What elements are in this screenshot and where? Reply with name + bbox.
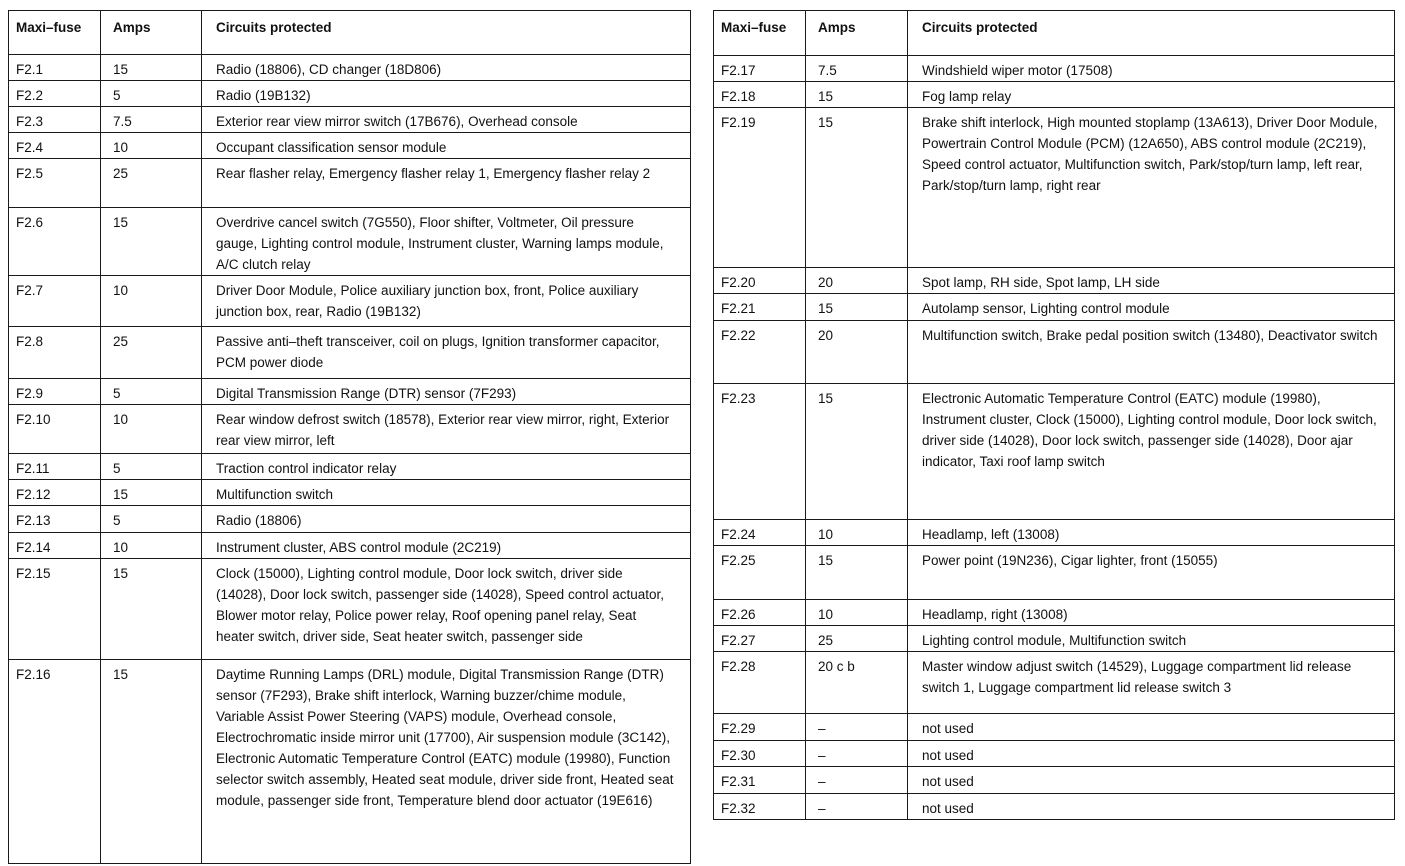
fuse-id-cell: F2.26 [714, 599, 806, 625]
amps-cell: 15 [806, 545, 908, 599]
circuits-cell: Radio (18806) [202, 506, 691, 533]
circuits-cell: Electronic Automatic Temperature Control (EATC) module (19980), Instrument cluster, Clock (15000), Lighting control module, Door lock switch, driver side (14028), Door lock switch, passenger side (14028), Door ajar indicator, Taxi roof lamp switch [908, 383, 1395, 519]
table-row [714, 767, 1395, 793]
amps-cell: 10 [806, 599, 908, 625]
amps-cell: 25 [806, 626, 908, 652]
fuse-id-cell: F2.6 [9, 208, 101, 276]
table-row [9, 208, 691, 276]
circuits-cell: not used [908, 767, 1395, 793]
circuits-cell: Multifunction switch [202, 480, 691, 506]
circuits-cell: Radio (18806), CD changer (18D806) [202, 55, 691, 81]
circuits-cell: Autolamp sensor, Lighting control module [908, 294, 1395, 320]
amps-cell: – [806, 793, 908, 819]
table-row [9, 405, 691, 454]
table-row [9, 480, 691, 506]
amps-cell: 15 [101, 660, 202, 864]
header-row [714, 11, 1395, 56]
fuse-id-cell: F2.3 [9, 107, 101, 133]
circuits-cell: Rear flasher relay, Emergency flasher relay 1, Emergency flasher relay 2 [202, 159, 691, 208]
header-fuse: Maxi–fuse [9, 11, 101, 55]
fuse-id-cell: F2.29 [714, 714, 806, 740]
table-row [9, 107, 691, 133]
amps-cell: 20 [806, 320, 908, 383]
amps-cell: 7.5 [101, 107, 202, 133]
amps-cell: 15 [101, 208, 202, 276]
table-row [9, 379, 691, 405]
circuits-cell: not used [908, 793, 1395, 819]
fuse-id-cell: F2.5 [9, 159, 101, 208]
table-row [9, 55, 691, 81]
circuits-cell: Overdrive cancel switch (7G550), Floor shifter, Voltmeter, Oil pressure gauge, Lighting control module, Instrument cluster, Warning lamps module, A/C clutch relay [202, 208, 691, 276]
amps-cell: 15 [101, 559, 202, 660]
table-row [714, 740, 1395, 766]
table-row [714, 652, 1395, 714]
fuse-id-cell: F2.22 [714, 320, 806, 383]
circuits-cell: Headlamp, right (13008) [908, 599, 1395, 625]
table-row [714, 626, 1395, 652]
fuse-id-cell: F2.23 [714, 383, 806, 519]
table-row [9, 454, 691, 480]
fuse-id-cell: F2.8 [9, 327, 101, 379]
circuits-cell: Digital Transmission Range (DTR) sensor (7F293) [202, 379, 691, 405]
circuits-cell: Clock (15000), Lighting control module, Door lock switch, driver side (14028), Door lock switch, passenger side (14028), Speed control actuator, Blower motor relay, Police power relay, Roof opening panel relay, Seat heater switch, driver side, Seat heater switch, passenger side [202, 559, 691, 660]
circuits-cell: Passive anti–theft transceiver, coil on plugs, Ignition transformer capacitor, PCM power diode [202, 327, 691, 379]
amps-cell: 5 [101, 81, 202, 107]
circuits-cell: Master window adjust switch (14529), Luggage compartment lid release switch 1, Luggage compartment lid release switch 3 [908, 652, 1395, 714]
circuits-cell: Daytime Running Lamps (DRL) module, Digital Transmission Range (DTR) sensor (7F293), Brake shift interlock, Warning buzzer/chime module, Variable Assist Power Steering (VAPS) module, Overhead console, Electrochromatic inside mirror unit (17700), Air suspension module (3C142), Electronic Automatic Temperature Control (EATC) module (19980), Function selector switch assembly, Heated seat module, driver side front, Heated seat module, passenger side front, Temperature blend door actuator (19E616) [202, 660, 691, 864]
amps-cell: 7.5 [806, 55, 908, 81]
table-row [714, 599, 1395, 625]
table-row [9, 506, 691, 533]
fuse-id-cell: F2.17 [714, 55, 806, 81]
circuits-cell: Spot lamp, RH side, Spot lamp, LH side [908, 267, 1395, 293]
table-row [9, 276, 691, 327]
fuse-id-cell: F2.27 [714, 626, 806, 652]
circuits-cell: Brake shift interlock, High mounted stoplamp (13A613), Driver Door Module, Powertrain Control Module (PCM) (12A650), ABS control module (2C219), Speed control actuator, Multifunction switch, Park/stop/turn lamp, left rear, Park/stop/turn lamp, right rear [908, 108, 1395, 267]
amps-cell: 15 [101, 480, 202, 506]
fuse-id-cell: F2.20 [714, 267, 806, 293]
circuits-cell: Occupant classification sensor module [202, 133, 691, 159]
table-row [9, 159, 691, 208]
amps-cell: 10 [806, 519, 908, 545]
amps-cell: 5 [101, 454, 202, 480]
circuits-cell: Driver Door Module, Police auxiliary junction box, front, Police auxiliary junction box, rear, Radio (19B132) [202, 276, 691, 327]
fuse-id-cell: F2.18 [714, 82, 806, 108]
table-row [714, 320, 1395, 383]
table-row [714, 793, 1395, 819]
amps-cell: 20 c b [806, 652, 908, 714]
circuits-cell: Headlamp, left (13008) [908, 519, 1395, 545]
amps-cell: 15 [806, 383, 908, 519]
header-amps: Amps [806, 11, 908, 56]
fuse-id-cell: F2.2 [9, 81, 101, 107]
circuits-cell: Multifunction switch, Brake pedal position switch (13480), Deactivator switch [908, 320, 1395, 383]
fuse-id-cell: F2.10 [9, 405, 101, 454]
circuits-cell: not used [908, 740, 1395, 766]
amps-cell: 15 [806, 294, 908, 320]
amps-cell: 5 [101, 506, 202, 533]
amps-cell: 20 [806, 267, 908, 293]
table-row [9, 533, 691, 559]
amps-cell: 25 [101, 159, 202, 208]
amps-cell: 10 [101, 133, 202, 159]
circuits-cell: Fog lamp relay [908, 82, 1395, 108]
table-row [714, 519, 1395, 545]
fuse-table-right [713, 10, 1395, 820]
circuits-cell: Instrument cluster, ABS control module (2C219) [202, 533, 691, 559]
table-row [9, 327, 691, 379]
header-circuits: Circuits protected [908, 11, 1395, 56]
circuits-cell: Lighting control module, Multifunction switch [908, 626, 1395, 652]
fuse-id-cell: F2.31 [714, 767, 806, 793]
header-fuse: Maxi–fuse [714, 11, 806, 56]
fuse-id-cell: F2.25 [714, 545, 806, 599]
fuse-id-cell: F2.15 [9, 559, 101, 660]
amps-cell: 5 [101, 379, 202, 405]
fuse-id-cell: F2.12 [9, 480, 101, 506]
header-row [9, 11, 691, 55]
amps-cell: – [806, 740, 908, 766]
amps-cell: 15 [806, 82, 908, 108]
fuse-id-cell: F2.14 [9, 533, 101, 559]
circuits-cell: Traction control indicator relay [202, 454, 691, 480]
fuse-id-cell: F2.32 [714, 793, 806, 819]
circuits-cell: Rear window defrost switch (18578), Exterior rear view mirror, right, Exterior rear view mirror, left [202, 405, 691, 454]
amps-cell: 10 [101, 276, 202, 327]
fuse-id-cell: F2.28 [714, 652, 806, 714]
circuits-cell: Radio (19B132) [202, 81, 691, 107]
amps-cell: 10 [101, 533, 202, 559]
table-row [714, 267, 1395, 293]
fuse-id-cell: F2.9 [9, 379, 101, 405]
fuse-id-cell: F2.21 [714, 294, 806, 320]
fuse-id-cell: F2.4 [9, 133, 101, 159]
table-row [714, 545, 1395, 599]
amps-cell: – [806, 767, 908, 793]
circuits-cell: not used [908, 714, 1395, 740]
fuse-id-cell: F2.1 [9, 55, 101, 81]
table-row [9, 660, 691, 864]
header-amps: Amps [101, 11, 202, 55]
table-row [714, 82, 1395, 108]
table-row [714, 55, 1395, 81]
amps-cell: 15 [806, 108, 908, 267]
table-row [714, 383, 1395, 519]
fuse-id-cell: F2.24 [714, 519, 806, 545]
fuse-id-cell: F2.19 [714, 108, 806, 267]
fuse-id-cell: F2.7 [9, 276, 101, 327]
circuits-cell: Exterior rear view mirror switch (17B676), Overhead console [202, 107, 691, 133]
table-row [714, 294, 1395, 320]
amps-cell: 25 [101, 327, 202, 379]
table-row [9, 559, 691, 660]
table-row [9, 81, 691, 107]
table-row [9, 133, 691, 159]
circuits-cell: Windshield wiper motor (17508) [908, 55, 1395, 81]
fuse-id-cell: F2.13 [9, 506, 101, 533]
fuse-id-cell: F2.30 [714, 740, 806, 766]
table-row [714, 108, 1395, 267]
amps-cell: – [806, 714, 908, 740]
fuse-table-left [8, 10, 691, 864]
circuits-cell: Power point (19N236), Cigar lighter, front (15055) [908, 545, 1395, 599]
header-circuits: Circuits protected [202, 11, 691, 55]
amps-cell: 10 [101, 405, 202, 454]
table-row [714, 714, 1395, 740]
amps-cell: 15 [101, 55, 202, 81]
fuse-id-cell: F2.16 [9, 660, 101, 864]
fuse-id-cell: F2.11 [9, 454, 101, 480]
